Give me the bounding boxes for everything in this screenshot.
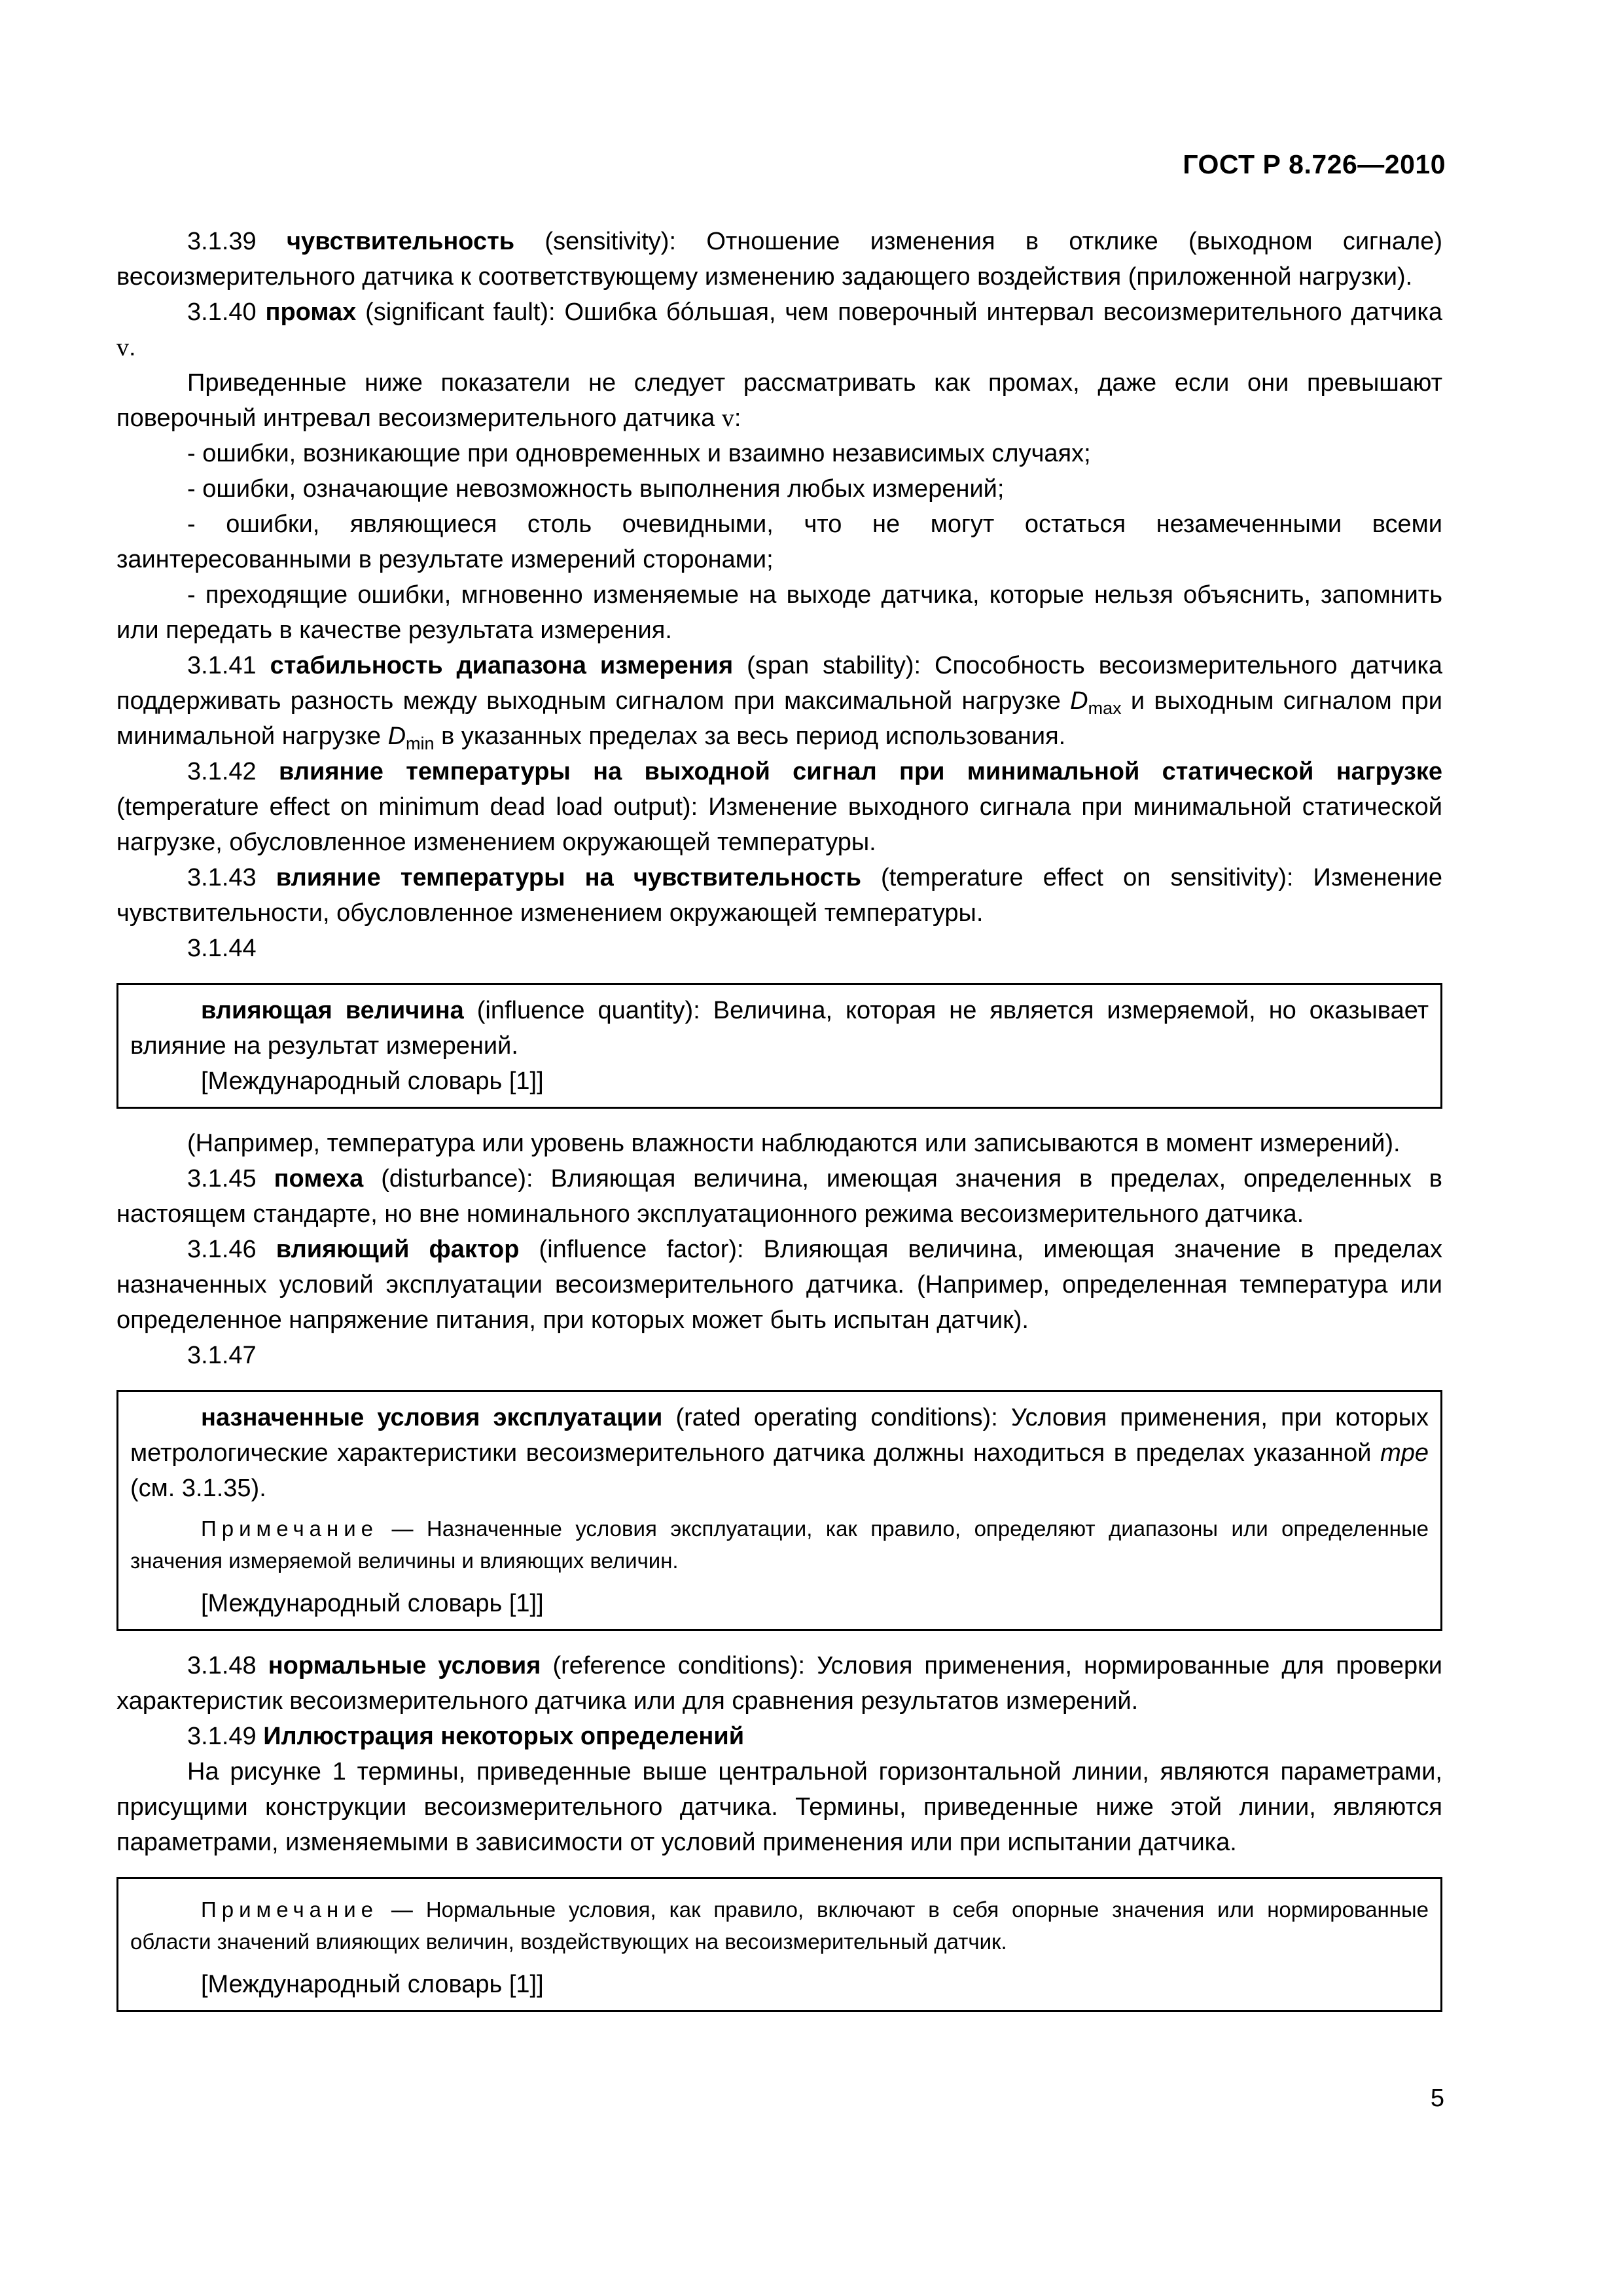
note-label: Примечание bbox=[201, 1516, 379, 1541]
clause-3-1-48: 3.1.48 нормальные условия (reference conditions): Условия применения, нормированные для проверки характеристик весоизмерительного датчика или для сравнения результатов измерений. bbox=[116, 1652, 1443, 1715]
clause-3-1-40: 3.1.40 промах (significant fault): Ошибка бóльшая, чем поверочный интервал весоизмерительного датчика v. bbox=[116, 298, 1442, 361]
clause-3-1-39: 3.1.39 чувствительность (sensitivity): Отношение изменения в отклике (выходном сигнале) весоизмерительного датчика к соответствующему изменению задающего воздействия (приложенной нагрузки). bbox=[116, 228, 1443, 291]
list-item: - ошибки, означающие невозможность выполнения любых измерений; bbox=[187, 475, 1005, 503]
clause-3-1-40-text: Приведенные ниже показатели не следует рассматривать как промах, даже если они превышают поверочный интревал весоизмерительного датчика v: bbox=[116, 369, 1442, 432]
reference: [Международный словарь [1]] bbox=[201, 1067, 544, 1095]
clause-3-1-46: 3.1.46 влияющий фактор (influence factor): Влияющая величина, имеющая значение в пределах назначенных условий эксплуатации весоизмерительного датчика. (Например, определенная температура или определенное напряжение питания, при которых может быть испытан датчик). bbox=[116, 1236, 1442, 1334]
clause-3-1-47-number: 3.1.47 bbox=[187, 1342, 257, 1369]
clause-3-1-41: 3.1.41 стабильность диапазона измерения (span stability): Способность весоизмерительного датчика поддерживать разность между выходным сигналом при максимальной нагрузке $D_{max}$ и выходным сигналом при минимальной нагрузке $D_{min}$ в указанных пределах за весь период использования. bbox=[116, 652, 1442, 753]
term: помеха bbox=[274, 1165, 364, 1193]
term: промах bbox=[265, 298, 357, 326]
term: нормальные условия bbox=[268, 1652, 541, 1679]
note: Примечание — Назначенные условия эксплуатации, как правило, определяют диапазоны или определенные значения измеряемой величины и влияющих величин. bbox=[130, 1516, 1429, 1573]
clause-3-1-44-number: 3.1.44 bbox=[187, 935, 257, 962]
clause-3-1-42: 3.1.42 влияние температуры на выходной сигнал при минимальной статической нагрузке (temperature effect on minimum dead load output): Изменение выходного сигнала при минимальной статической нагрузке, обусловленное изменением окружающей температуры. bbox=[116, 758, 1442, 856]
definition-box-3-1-47 bbox=[116, 1390, 1442, 1631]
term: влияние температуры на выходной сигнал при минимальной статической нагрузке bbox=[278, 758, 1442, 785]
list-item: - ошибки, являющиеся столь очевидными, что не могут остаться незамеченными всеми заинтересованными в результате измерений сторонами; bbox=[116, 511, 1442, 573]
term: Иллюстрация некоторых определений bbox=[263, 1723, 745, 1750]
definition-box-3-1-44 bbox=[116, 983, 1442, 1109]
clause-3-1-49-text: На рисунке 1 термины, приведенные выше центральной горизонтальной линии, являются параметрами, присущими конструкции весоизмерительного датчика. Термины, приведенные ниже этой линии, являются параметрами, изменяемыми в зависимости от условий применения или при испытании датчика. bbox=[116, 1758, 1442, 1856]
definition-text: влияющая величина (influence quantity): Величина, которая не является измеряемой, но оказывает влияние на результат измерений. bbox=[130, 997, 1429, 1060]
term: стабильность диапазона измерения bbox=[270, 652, 734, 679]
list-item: - преходящие ошибки, мгновенно изменяемые на выходе датчика, которые нельзя объяснить, запомнить или передать в качестве результата измерения. bbox=[116, 581, 1442, 644]
document-body bbox=[116, 224, 1442, 2029]
definition-text: назначенные условия эксплуатации (rated operating conditions): Условия применения, при которых метрологические характеристики весоизмерительного датчика должны находиться в пределах указанной mpe (см. 3.1.35). bbox=[130, 1404, 1429, 1502]
reference: [Международный словарь [1]] bbox=[201, 1590, 544, 1617]
document-code-header: ГОСТ Р 8.726—2010 bbox=[1183, 149, 1446, 179]
term: влияние температуры на чувствительность bbox=[276, 864, 861, 891]
clause-3-1-44-example: (Например, температура или уровень влажности наблюдаются или записываются в момент измерений). bbox=[187, 1130, 1400, 1157]
term: влияющий фактор bbox=[276, 1236, 520, 1263]
page-number: 5 bbox=[1430, 2085, 1444, 2112]
clause-3-1-45: 3.1.45 помеха (disturbance): Влияющая величина, имеющая значения в пределах, определенных в настоящем стандарте, но вне номинального эксплуатационного режима весоизмерительного датчика. bbox=[116, 1165, 1442, 1228]
term: чувствительность bbox=[287, 228, 515, 255]
clause-3-1-49: 3.1.49 Иллюстрация некоторых определений bbox=[187, 1723, 745, 1750]
reference: [Международный словарь [1]] bbox=[201, 1971, 544, 1998]
note-label: Примечание bbox=[201, 1897, 379, 1922]
note: Примечание — Нормальные условия, как правило, включают в себя опорные значения или нормированные области значений влияющих величин, воздействующих на весоизмерительный датчик. bbox=[130, 1897, 1429, 1954]
clause-3-1-43: 3.1.43 влияние температуры на чувствительность (temperature effect on sensitivity): Изменение чувствительности, обусловленное изменением окружающей температуры. bbox=[116, 864, 1442, 927]
term: влияющая величина bbox=[201, 997, 464, 1024]
term: назначенные условия эксплуатации bbox=[201, 1404, 663, 1431]
list-item: - ошибки, возникающие при одновременных и взаимно независимых случаях; bbox=[187, 440, 1091, 467]
note-box-3-1-49 bbox=[116, 1877, 1442, 2012]
